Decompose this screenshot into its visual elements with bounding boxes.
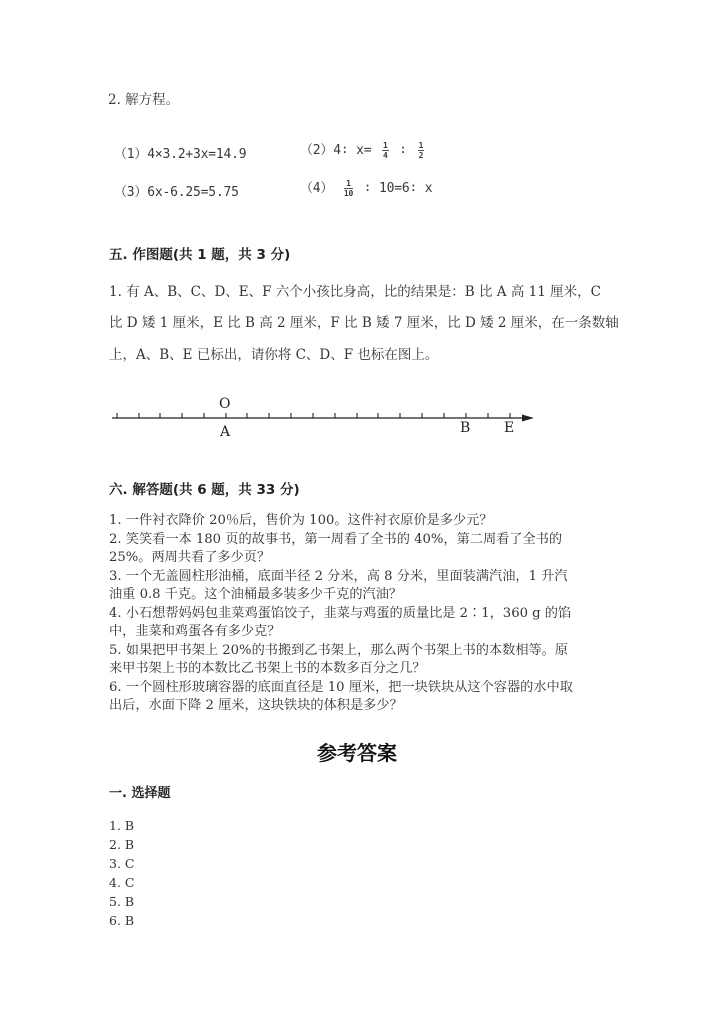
equation-2 <box>300 139 427 160</box>
origin-label: O <box>219 396 231 412</box>
equation-4 <box>300 177 432 198</box>
number-line-diagram <box>0 390 720 445</box>
fraction-one-tenth: $\frac{1}{10}$ <box>343 179 354 198</box>
equation-3 <box>114 181 239 200</box>
equation-4-post: ∶ 10=6∶ x <box>363 181 433 196</box>
drawing-section-heading: 五. 作图题(共 1 题，共 3 分) <box>109 247 291 263</box>
drawing-question-line-3: 上，A、B、E 已标出，请你将 C、D、F 也标在图上。 <box>109 347 439 363</box>
equation-4-label: （4） <box>300 181 334 196</box>
question-3-line-2: 油重 0.8 千克。这个油桶最多装多少千克的汽油？ <box>109 587 403 602</box>
fraction-one-half: $\frac{1}{2}$ <box>418 141 424 160</box>
multiple-choice-heading: 一. 选择题 <box>109 786 171 801</box>
arrow-right-icon <box>522 415 534 422</box>
equation-2-label: （2） <box>300 143 334 158</box>
fraction-one-quarter: $\frac{1}{4}$ <box>383 141 388 160</box>
question-2-line-2: 25%。两周共看了多少页？ <box>109 550 271 565</box>
question-1-line-1: 1. 一件衬衣降价 20％后，售价为 100。这件衬衣原价是多少元？ <box>109 513 493 528</box>
drawing-question-line-2: 比 D 矮 1 厘米，E 比 B 高 2 厘米，F 比 B 矮 7 厘米，比 D 矮 2 厘米，在一条数轴 <box>109 315 619 331</box>
equation-1-label: （1） <box>114 147 148 162</box>
answer-2: 2. B <box>109 837 135 852</box>
question-4-line-1: 4. 小石想帮妈妈包韭菜鸡蛋馅饺子，韭菜与鸡蛋的质量比是 2∶1，360 g 的馅 <box>109 605 572 621</box>
ratio-separator: ∶ <box>399 143 407 158</box>
equation-2-pre: 4∶ x= <box>333 143 372 158</box>
answer-5: 5. B <box>109 894 135 909</box>
answer-3: 3. C <box>109 856 135 871</box>
point-label-b: B <box>460 420 471 436</box>
equations-title: 2. 解方程。 <box>108 92 180 108</box>
answer-section-heading: 六. 解答题(共 6 题，共 33 分) <box>109 482 300 498</box>
answer-4: 4. C <box>109 875 135 890</box>
point-label-a: A <box>220 424 231 440</box>
equation-3-label: （3） <box>114 185 148 200</box>
question-6-line-2: 出后，水面下降 2 厘米，这块铁块的体积是多少？ <box>109 698 403 713</box>
number-line-ticks <box>117 413 510 418</box>
question-5-line-2: 来甲书架上书的本数比乙书架上书的本数多百分之几？ <box>109 661 426 676</box>
question-2-line-1: 2. 笑笑看一本 180 页的故事书，第一周看了全书的 40%，第二周看了全书的 <box>109 531 563 547</box>
equation-3-text: 6x-6.25=5.75 <box>147 185 239 200</box>
question-4-line-2: 中，韭菜和鸡蛋各有多少克？ <box>109 624 281 639</box>
answer-1: 1. B <box>109 818 135 833</box>
question-5-line-1: 5. 如果把甲书架上 20%的书搬到乙书架上，那么两个书架上书的本数相等。原 <box>109 642 569 658</box>
answer-6: 6. B <box>109 913 135 928</box>
reference-answers-title: 参考答案 <box>317 741 397 765</box>
question-3-line-1: 3. 一个无盖圆柱形油桶，底面半径 2 分米，高 8 分米，里面装满汽油，1 升汽 <box>109 568 568 584</box>
multiple-choice-answers <box>109 816 134 930</box>
equation-1-text: 4×3.2+3x=14.9 <box>147 147 247 162</box>
point-label-e: E <box>504 420 515 436</box>
equation-1 <box>114 143 246 162</box>
answer-questions-list <box>109 512 573 716</box>
question-6-line-1: 6. 一个圆柱形玻璃容器的底面直径是 10 厘米，把一块铁块从这个容器的水中取 <box>109 679 573 695</box>
drawing-question-line-1: 1. 有 A、B、C、D、E、F 六个小孩比身高，比的结果是：B 比 A 高 11 厘米，C <box>109 284 601 300</box>
